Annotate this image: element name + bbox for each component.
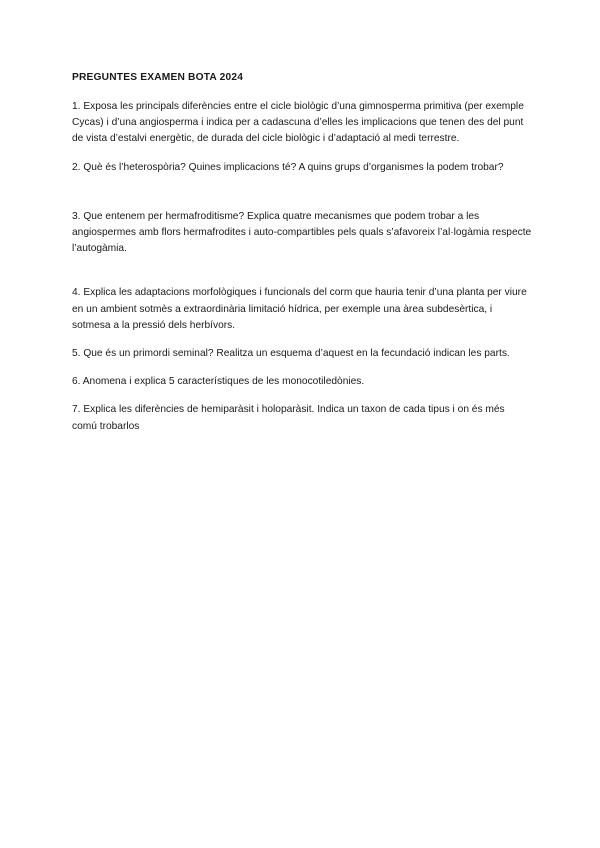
question-5: 5. Que és un primordi seminal? Realitza un esquema d’aquest en la fecundació indican les parts. bbox=[72, 348, 510, 360]
question-6: 6. Anomena i explica 5 característiques de les monocotiledònies. bbox=[72, 376, 365, 388]
document-title: PREGUNTES EXAMEN BOTA 2024 bbox=[72, 72, 244, 83]
question-7: 7. Explica les diferències de hemiparàsit i holoparàsit. Indica un taxon de cada tipus i on és més comú trobarlos bbox=[72, 404, 505, 432]
question-3: 3. Que entenem per hermafroditisme? Explica quatre mecanismes que podem trobar a les angiospermes amb flors hermafrodites i auto-compartibles pels quals s’afavoreix l’al·logàmia respecte l’autogàmia. bbox=[72, 210, 532, 255]
document-content bbox=[72, 71, 532, 435]
question-2: 2. Què és l’heterospòria? Quines implicacions té? A quins grups d’organismes la podem trobar? bbox=[72, 161, 504, 173]
question-4: 4. Explica les adaptacions morfològiques i funcionals del corm que hauria tenir d’una planta per viure en un ambient sotmès a extraordinària limitació hídrica, per exemple una àrea subdesèrtica, i sotmesa a la pressió dels herbívors. bbox=[72, 287, 527, 331]
question-1: 1. Exposa les principals diferències entre el cicle biològic d’una gimnosperma primitiva (per exemple Cycas) i d’una angiosperma i indica per a cadascuna d’elles les implicacions que tenen des del punt de vista d’estalvi energètic, de durada del cicle biològic i d’adaptació al medi terrestre. bbox=[72, 101, 524, 145]
